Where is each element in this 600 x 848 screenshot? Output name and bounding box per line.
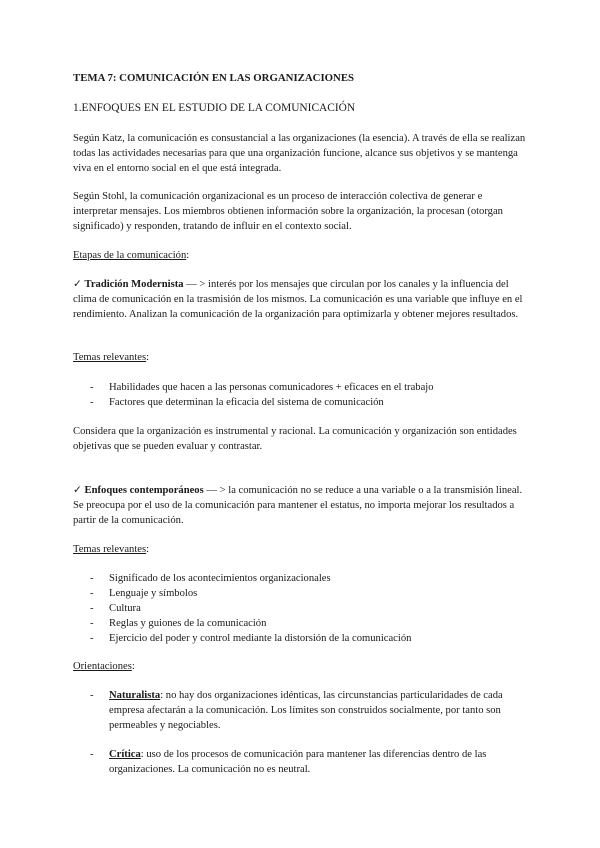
orientacion-text: : no hay dos organizaciones idénticas, las circunstancias particularidades de cada empresa afectarán a la comunicación. Los límites son construidos socialmente, por tanto son permeables y negociables. <box>109 690 503 731</box>
contemporaneos-paragraph <box>73 483 528 528</box>
list-item-text: Reglas y guiones de la comunicación <box>109 618 267 629</box>
list-item-text: Lenguaje y símbolos <box>109 588 198 599</box>
contemporaneos-text: — > la comunicación no se reduce a una variable o a la transmisión lineal. Se preocupa por el uso de la comunicación para mantener el estatus, no importa mejorar los resultados a partir de la comunicación. <box>73 485 523 526</box>
dash-marker: - <box>90 618 94 629</box>
modernista-temas-list <box>73 380 528 410</box>
list-item <box>73 395 528 410</box>
dash-marker: - <box>90 633 94 644</box>
list-item <box>73 631 528 646</box>
orientaciones-label: Orientaciones <box>73 661 132 672</box>
contemporaneos-temas-heading <box>73 542 528 557</box>
modernista-term: Tradición Modernista <box>84 279 184 290</box>
check-icon: ✓ <box>73 279 82 290</box>
dash-marker: - <box>90 382 94 393</box>
list-item-text: Cultura <box>109 603 141 614</box>
document-title: TEMA 7: COMUNICACIÓN EN LAS ORGANIZACIONES <box>73 72 355 84</box>
orientaciones-heading <box>73 659 528 674</box>
check-icon: ✓ <box>73 485 82 496</box>
list-item <box>73 571 528 586</box>
list-item-text: Factores que determinan la eficacia del sistema de comunicación <box>109 397 384 408</box>
orientacion-term: Naturalista <box>109 690 161 701</box>
contemporaneos-term: Enfoques contemporáneos <box>84 485 204 496</box>
paragraph-stohl: Según Stohl, la comunicación organizacional es un proceso de interacción colectiva de generar e interpretar mensajes. Los miembros obtienen información sobre la organización, la procesan (otorgan significado) y responden, tratando de influir en el contexto social. <box>73 191 503 232</box>
orientaciones-list-2 <box>73 747 528 777</box>
modernista-temas-colon: : <box>146 352 150 363</box>
orientaciones-colon: : <box>131 661 135 672</box>
etapas-label: Etapas de la comunicación <box>73 250 187 261</box>
list-item <box>73 380 528 395</box>
dash-marker: - <box>90 397 94 408</box>
dash-marker: - <box>90 749 94 760</box>
dash-marker: - <box>90 603 94 614</box>
list-item-text: Ejercicio del poder y control mediante la distorsión de la comunicación <box>109 633 412 644</box>
dash-marker: - <box>90 690 94 701</box>
list-item <box>73 747 528 777</box>
modernista-paragraph <box>73 277 528 322</box>
list-item <box>73 688 528 733</box>
modernista-temas-heading <box>73 350 528 365</box>
list-item-text: Significado de los acontecimientos organizacionales <box>109 573 331 584</box>
list-item <box>73 586 528 601</box>
contemporaneos-temas-colon: : <box>146 544 150 555</box>
modernista-text: — > interés por los mensajes que circulan por los canales y la influencia del clima de comunicación en la trasmisión de los mismos. La comunicación es una variable que influye en el rendimiento. Analizan la comunicación de la organización para optimizarla y obtener mejores resultados. <box>73 279 523 320</box>
contemporaneos-temas-list <box>73 571 528 646</box>
contemporaneos-temas-label: Temas relevantes <box>73 544 147 555</box>
dash-marker: - <box>90 588 94 599</box>
etapas-colon: : <box>186 250 190 261</box>
orientacion-term: Crítica <box>109 749 141 760</box>
orientacion-text: : uso de los procesos de comunicación para mantener las diferencias dentro de las organizaciones. La comunicación no es neutral. <box>109 749 487 775</box>
section-heading: 1.ENFOQUES EN EL ESTUDIO DE LA COMUNICACIÓN <box>73 102 356 114</box>
dash-marker: - <box>90 573 94 584</box>
orientaciones-list <box>73 688 528 733</box>
modernista-temas-label: Temas relevantes <box>73 352 147 363</box>
list-item <box>73 601 528 616</box>
modernista-closing: Considera que la organización es instrumental y racional. La comunicación y organización son entidades objetivas que se pueden evaluar y contrastar. <box>73 426 517 452</box>
list-item <box>73 616 528 631</box>
etapas-heading <box>73 248 528 263</box>
paragraph-katz: Según Katz, la comunicación es consustancial a las organizaciones (la esencia). A través de ella se realizan todas las actividades necesarias para que una organización funcione, alcance sus objetivos y se mantenga viva en el entorno social en el que está integrada. <box>73 133 526 174</box>
list-item-text: Habilidades que hacen a las personas comunicadores + eficaces en el trabajo <box>109 382 434 393</box>
